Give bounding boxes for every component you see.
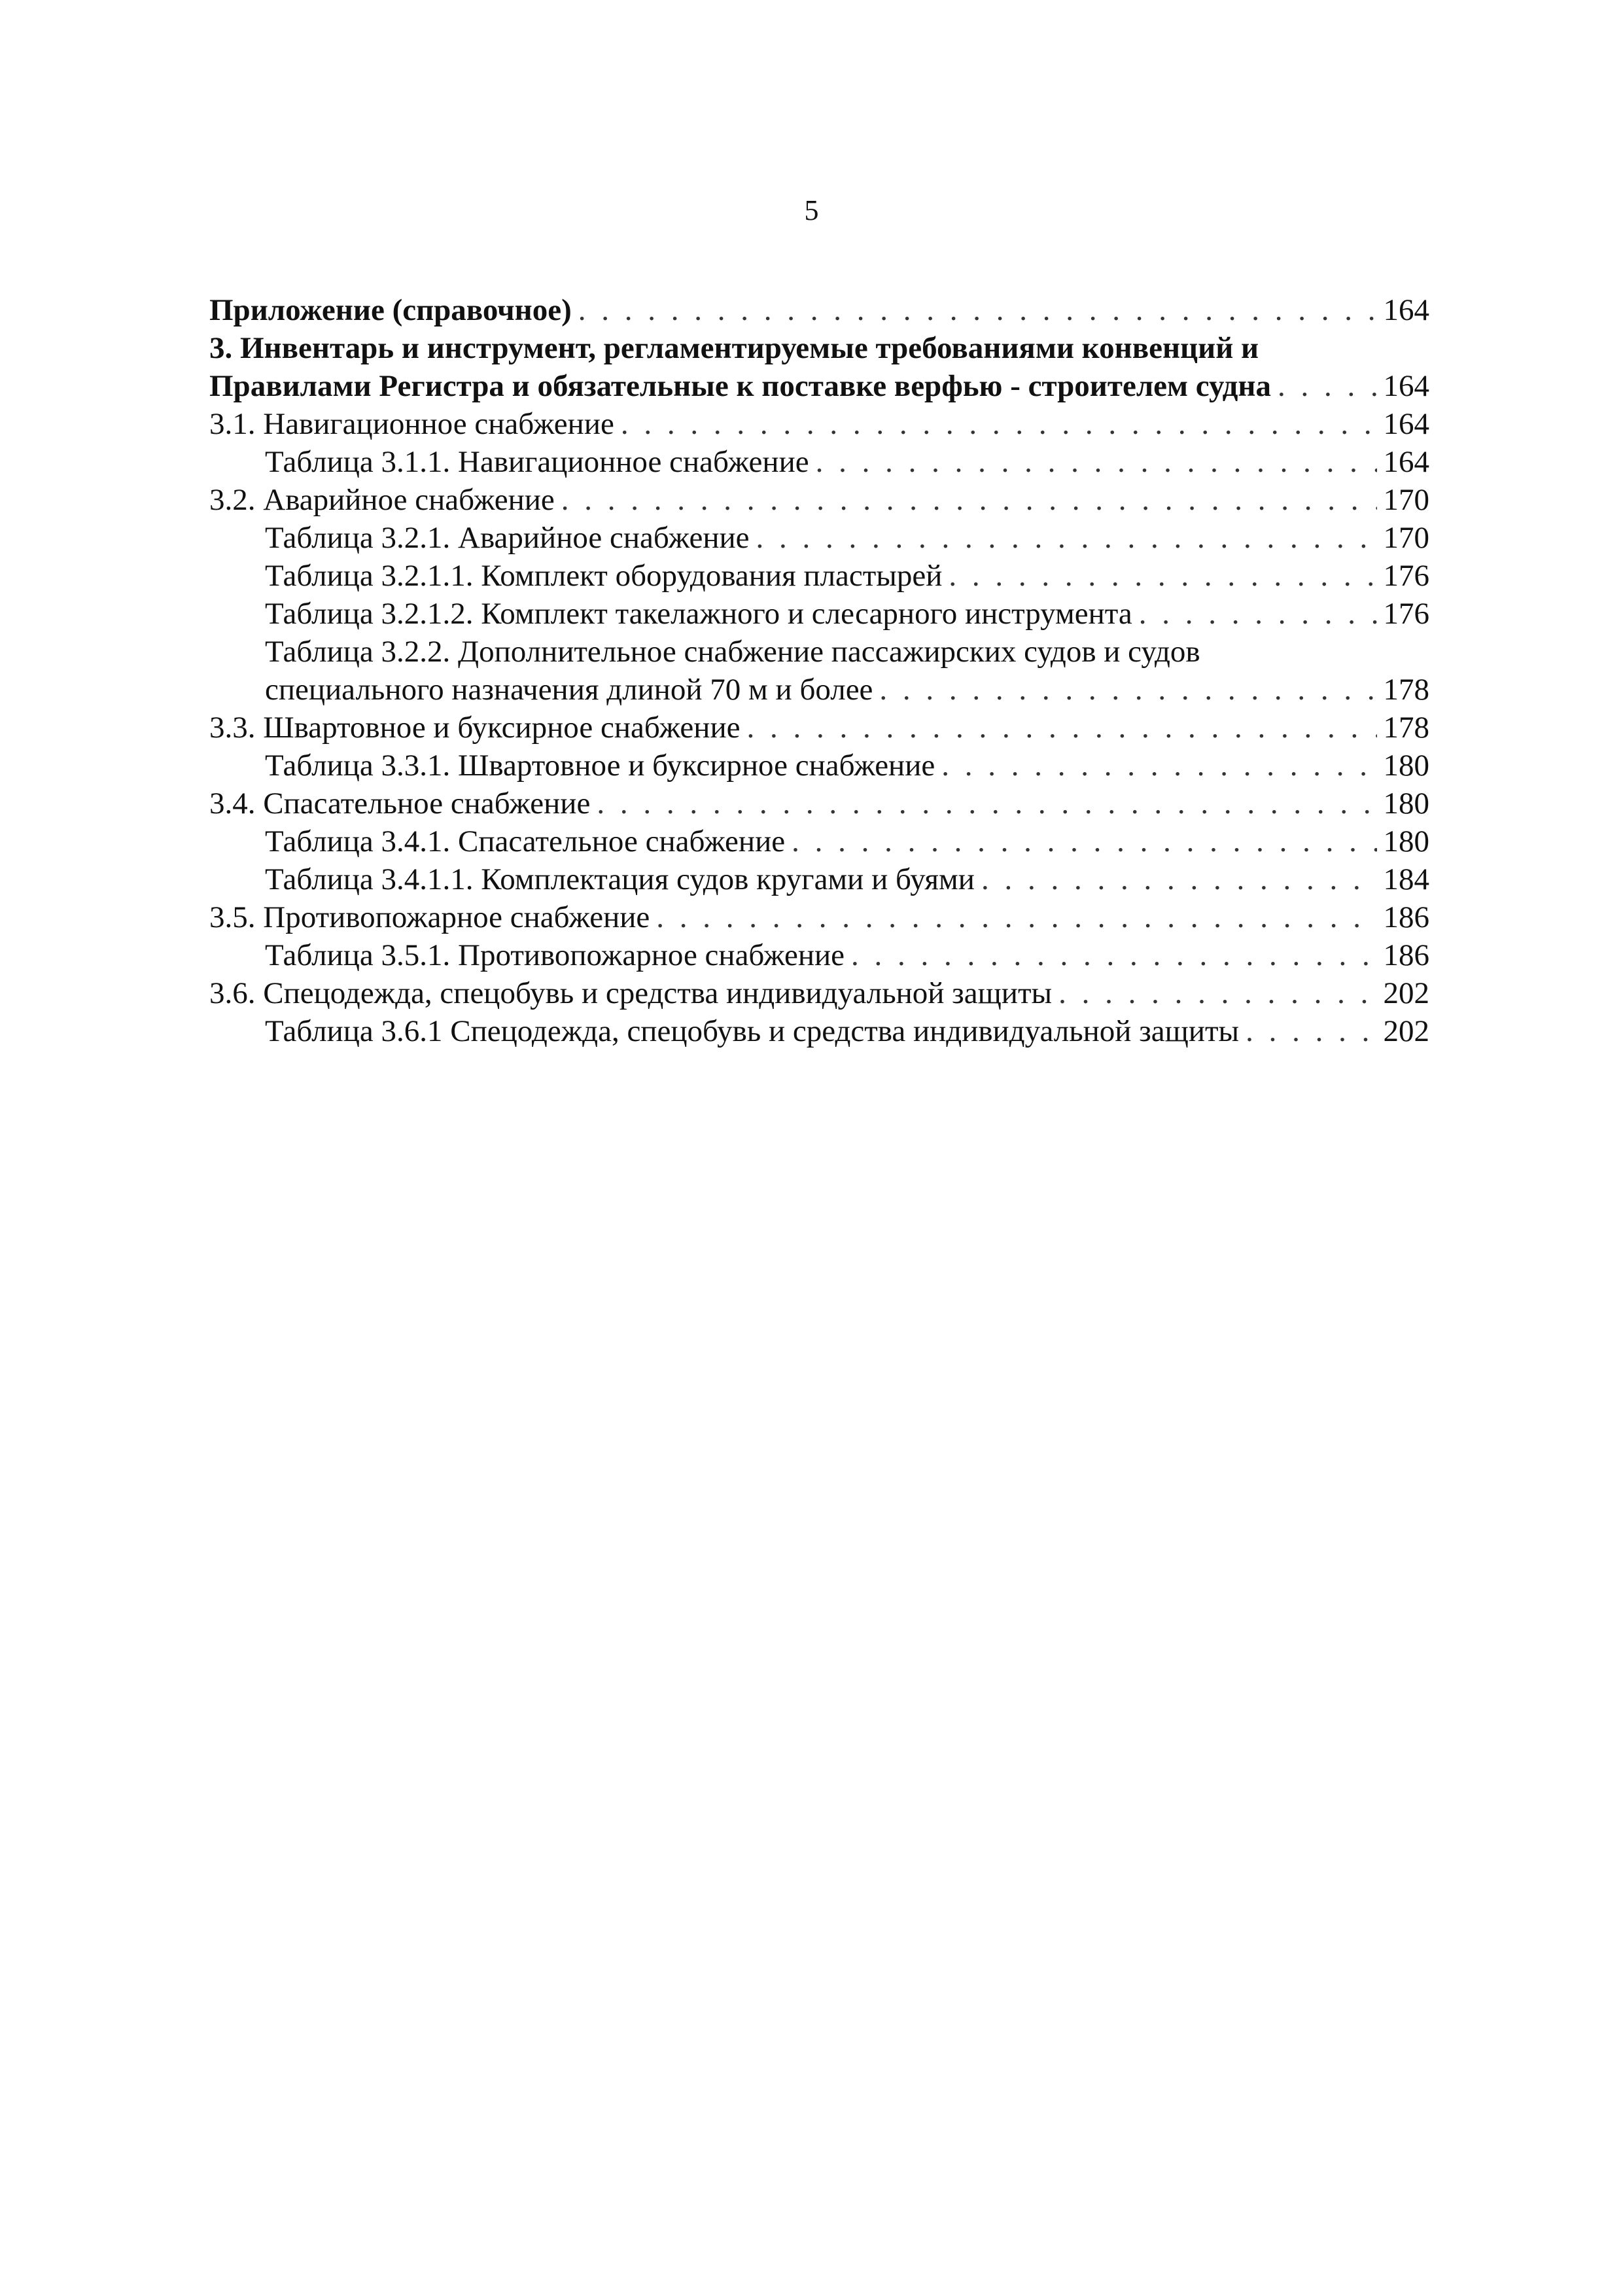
toc-entry-title: 3.2. Аварийное снабжение xyxy=(209,483,555,517)
toc-entry-page: 178 xyxy=(1383,673,1429,707)
toc-entry-page: 202 xyxy=(1383,976,1429,1010)
toc-leader-dots xyxy=(561,481,1377,519)
toc-entry-table-3-2-1-2 xyxy=(209,595,1429,633)
table-of-contents xyxy=(209,291,1429,1050)
toc-entry-table-3-2-2 xyxy=(209,671,1429,709)
toc-entry-page: 180 xyxy=(1383,824,1429,858)
toc-leader-dots xyxy=(879,671,1376,709)
toc-entry-table-3-4-1 xyxy=(209,822,1429,860)
toc-leader-dots xyxy=(621,405,1377,443)
toc-entry-3-1 xyxy=(209,405,1429,443)
toc-entry-page: 164 xyxy=(1383,445,1429,479)
toc-entry-page: 184 xyxy=(1383,862,1429,896)
toc-entry-title: Таблица 3.4.1. Спасательное снабжение xyxy=(265,824,786,858)
toc-leader-dots xyxy=(949,557,1376,595)
toc-entry-page: 176 xyxy=(1383,559,1429,593)
toc-entry-table-3-1-1 xyxy=(209,443,1429,481)
toc-entry-page: 164 xyxy=(1383,407,1429,441)
toc-leader-dots xyxy=(1139,595,1377,633)
toc-entry-3-4 xyxy=(209,785,1429,822)
toc-entry-3-5 xyxy=(209,898,1429,936)
toc-leader-dots xyxy=(851,936,1376,974)
toc-leader-dots xyxy=(792,822,1376,860)
toc-entry-title: 3.3. Швартовное и буксирное снабжение xyxy=(209,711,741,745)
toc-entry-3-6 xyxy=(209,974,1429,1012)
toc-entry-title: 3.6. Спецодежда, спецобувь и средства индивидуальной защиты xyxy=(209,976,1053,1010)
toc-entry-title: Правилами Регистра и обязательные к поставке верфью - строителем судна xyxy=(209,369,1271,403)
toc-entry-table-3-2-1 xyxy=(209,519,1429,557)
toc-entry-page: 164 xyxy=(1383,293,1429,327)
toc-entry-title: Таблица 3.1.1. Навигационное снабжение xyxy=(265,445,809,479)
toc-entry-title: 3.5. Противопожарное снабжение xyxy=(209,900,650,934)
toc-leader-dots xyxy=(578,291,1377,329)
toc-leader-dots xyxy=(1246,1012,1376,1050)
toc-entry-table-3-2-1-1 xyxy=(209,557,1429,595)
toc-entry-title: Таблица 3.2.1.2. Комплект такелажного и слесарного инструмента xyxy=(265,597,1132,631)
toc-entry-title: специального назначения длиной 70 м и более xyxy=(265,673,873,707)
toc-entry-page: 180 xyxy=(1383,749,1429,783)
toc-leader-dots xyxy=(816,443,1377,481)
toc-entry-page: 170 xyxy=(1383,521,1429,555)
toc-leader-dots xyxy=(756,519,1377,557)
toc-entry-title: Таблица 3.6.1 Спецодежда, спецобувь и средства индивидуальной защиты xyxy=(265,1014,1240,1048)
toc-entry-appendix xyxy=(209,291,1429,329)
toc-entry-title: 3.4. Спасательное снабжение xyxy=(209,786,591,821)
toc-entry-page: 178 xyxy=(1383,711,1429,745)
toc-entry-page: 164 xyxy=(1383,369,1429,403)
toc-entry-page: 180 xyxy=(1383,786,1429,821)
toc-entry-section-3-line-1: 3. Инвентарь и инструмент, регламентируемые требованиями конвенций и xyxy=(209,331,1259,365)
toc-leader-dots xyxy=(941,747,1376,785)
toc-entry-title: Таблица 3.2.1.1. Комплект оборудования пластырей xyxy=(265,559,943,593)
page-number: 5 xyxy=(804,194,819,226)
toc-leader-dots xyxy=(1278,367,1377,405)
toc-entry-page: 170 xyxy=(1383,483,1429,517)
toc-entry-title: 3.1. Навигационное снабжение xyxy=(209,407,614,441)
toc-entry-title: Таблица 3.2.1. Аварийное снабжение xyxy=(265,521,750,555)
toc-entry-3-3 xyxy=(209,709,1429,747)
toc-entry-table-3-3-1 xyxy=(209,747,1429,785)
toc-entry-title: Таблица 3.3.1. Швартовное и буксирное снабжение xyxy=(265,749,935,783)
toc-entry-page: 186 xyxy=(1383,938,1429,972)
toc-entry-3-2 xyxy=(209,481,1429,519)
toc-leader-dots xyxy=(1058,974,1376,1012)
toc-leader-dots xyxy=(981,860,1377,898)
toc-entry-title: Таблица 3.4.1.1. Комплектация судов кругами и буями xyxy=(265,862,975,896)
toc-leader-dots xyxy=(597,785,1376,822)
toc-entry-title: Приложение (справочное) xyxy=(209,293,572,327)
toc-entry-page: 202 xyxy=(1383,1014,1429,1048)
toc-entry-page: 186 xyxy=(1383,900,1429,934)
toc-entry-section-3 xyxy=(209,367,1429,405)
toc-leader-dots xyxy=(656,898,1376,936)
toc-entry-title: Таблица 3.5.1. Противопожарное снабжение xyxy=(265,938,845,972)
toc-leader-dots xyxy=(746,709,1376,747)
toc-entry-page: 176 xyxy=(1383,597,1429,631)
toc-entry-table-3-6-1 xyxy=(209,1012,1429,1050)
toc-entry-table-3-5-1 xyxy=(209,936,1429,974)
toc-entry-table-3-2-2-line-1: Таблица 3.2.2. Дополнительное снабжение пассажирских судов и судов xyxy=(265,635,1200,669)
toc-entry-table-3-4-1-1 xyxy=(209,860,1429,898)
